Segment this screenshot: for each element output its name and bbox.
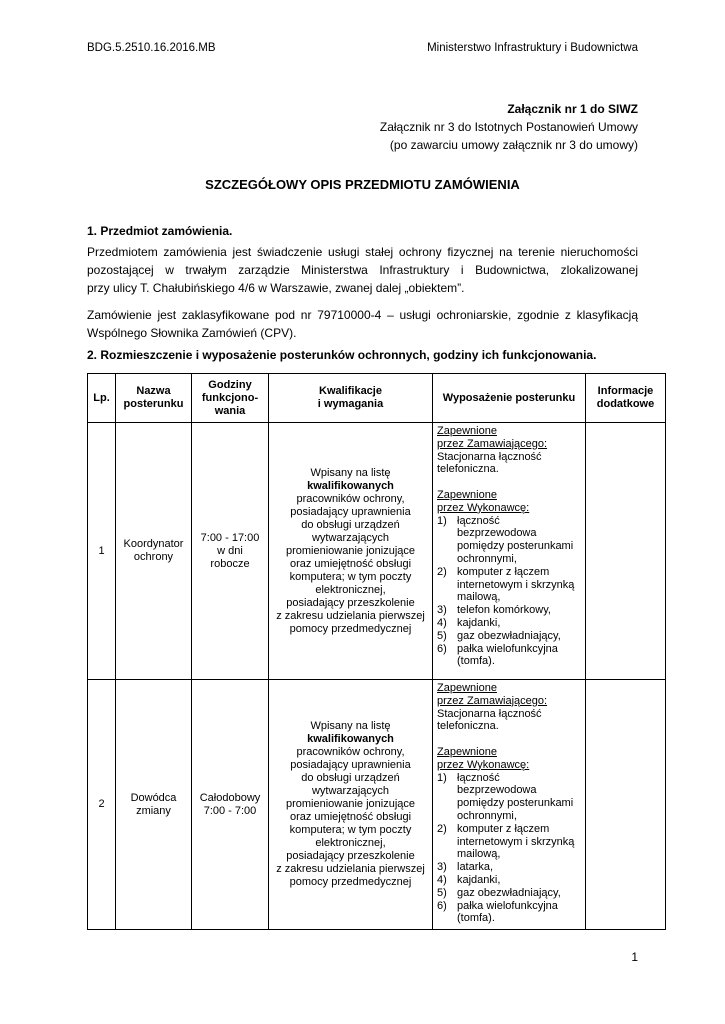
table-row — [88, 680, 666, 930]
annex-block — [380, 100, 638, 154]
header-name: Nazwa posterunku — [116, 374, 192, 423]
cell-lp: 2 — [88, 680, 116, 930]
list-item: 5) gaz obezwładniający, — [437, 629, 561, 642]
list-item: 4) kajdanki, — [437, 873, 501, 886]
list-item: 6) pałka wielofunkcyjna (tomfa). — [437, 899, 558, 925]
table-header-row — [88, 374, 666, 423]
document-title: SZCZEGÓŁOWY OPIS PRZEDMIOTU ZAMÓWIENIA — [205, 177, 520, 192]
cell-qualifications: Wpisany na listę kwalifikowanych pracowników ochrony, posiadający uprawnienia do obsługi urządzeń wytwarzających promieniowanie jonizujące oraz umiejętność obsługi komputera; w tym poczty elektronicznej, posiadający przeszkolenie z zakresu udzielania pierwszej pomocy przedmedycznej — [269, 680, 433, 930]
annex-line-3: (po zawarciu umowy załącznik nr 3 do umowy) — [389, 138, 638, 152]
table-row — [88, 423, 666, 680]
para2-line: Zamówienie jest zaklasyfikowane pod nr 79710000-4 – usługi ochroniarskie, zgodnie z klasyfikacją — [87, 308, 638, 322]
cell-qualifications: Wpisany na listę kwalifikowanych pracowników ochrony, posiadający uprawnienia do obsługi urządzeń wytwarzających promieniowanie jonizujące oraz umiejętność obsługi komputera; w tym poczty elektronicznej, posiadający przeszkolenie z zakresu udzielania pierwszej pomocy przedmedycznej — [269, 423, 433, 680]
annex-line-2: Załącznik nr 3 do Istotnych Postanowień Umowy — [379, 120, 638, 134]
cell-lp: 1 — [88, 423, 116, 680]
list-item: 5) gaz obezwładniający, — [437, 886, 561, 899]
section-1-paragraph-1 — [87, 243, 638, 297]
header-reference: BDG.5.2510.16.2016.MB — [87, 42, 216, 54]
header-equipment: Wyposażenie posterunku — [433, 374, 586, 423]
para1-line: pozostającej w trwałym zarządzie Ministerstwa Infrastruktury i Budownictwa, zlokalizowanej — [87, 263, 638, 277]
cell-name: Koordynator ochrony — [116, 423, 192, 680]
section-1-heading: 1. Przedmiot zamówienia. — [87, 224, 233, 238]
equipment-list — [437, 772, 583, 926]
list-item: 3) latarka, — [437, 861, 494, 874]
list-item: 2) komputer z łączem internetowym i skrzynką mailową, — [437, 565, 575, 604]
header-ministry: Ministerstwo Infrastruktury i Budownictwa — [427, 42, 638, 54]
page-number: 1 — [631, 950, 638, 964]
list-item: 1) łączność bezprzewodowa pomiędzy posterunkami ochronnymi, — [437, 514, 574, 565]
header-lp: Lp. — [88, 374, 116, 423]
list-item: 4) kajdanki, — [437, 616, 501, 629]
cell-info — [586, 680, 666, 930]
cell-hours: Całodobowy 7:00 - 7:00 — [192, 680, 269, 930]
list-item: 6) pałka wielofunkcyjna (tomfa). — [437, 642, 558, 668]
cell-hours: 7:00 - 17:00 w dni robocze — [192, 423, 269, 680]
annex-line-1: Załącznik nr 1 do SIWZ — [507, 102, 638, 116]
cell-info — [586, 423, 666, 680]
equipment-list — [437, 515, 583, 669]
cell-equipment: Zapewnione przez Zamawiającego: Stacjonarna łączność telefoniczna. Zapewnione przez Wykonawcę: 1) łączność bezprzewodowa pomiędzy posterunkami ochronnymi, 2) komputer z łączem internetowym i skrzynką mailową, 3) latarka, 4) kajdanki, 5) gaz obezwładniający, 6) pałka wielofunkcyjna (tomfa). — [433, 680, 586, 930]
para1-line: przy ulicy T. Chałubińskiego 4/6 w Warszawie, zwanej dalej „obiektem”. — [87, 281, 465, 295]
para2-line: Wspólnego Słownika Zamówień (CPV). — [87, 326, 297, 340]
list-item: 3) telefon komórkowy, — [437, 604, 551, 617]
section-1-paragraph-2 — [87, 306, 638, 342]
section-2-heading: 2. Rozmieszczenie i wyposażenie posterunków ochronnych, godziny ich funkcjonowania. — [87, 348, 597, 362]
para1-line: Przedmiotem zamówienia jest świadczenie usługi stałej ochrony fizycznej na terenie nieruchomości — [87, 245, 638, 259]
header-info: Informacje dodatkowe — [586, 374, 666, 423]
cell-name: Dowódca zmiany — [116, 680, 192, 930]
header-hours: Godziny funkcjono- wania — [192, 374, 269, 423]
header-qualifications: Kwalifikacje i wymagania — [269, 374, 433, 423]
posts-table — [87, 373, 666, 930]
cell-equipment: Zapewnione przez Zamawiającego: Stacjonarna łączność telefoniczna. Zapewnione przez Wykonawcę: 1) łączność bezprzewodowa pomiędzy posterunkami ochronnymi, 2) komputer z łączem internetowym i skrzynką mailową, 3) telefon komórkowy, 4) kajdanki, 5) gaz obezwładniający, 6) pałka wielofunkcyjna (tomfa). — [433, 423, 586, 680]
list-item: 2) komputer z łączem internetowym i skrzynką mailową, — [437, 822, 575, 861]
list-item: 1) łączność bezprzewodowa pomiędzy posterunkami ochronnymi, — [437, 771, 574, 822]
